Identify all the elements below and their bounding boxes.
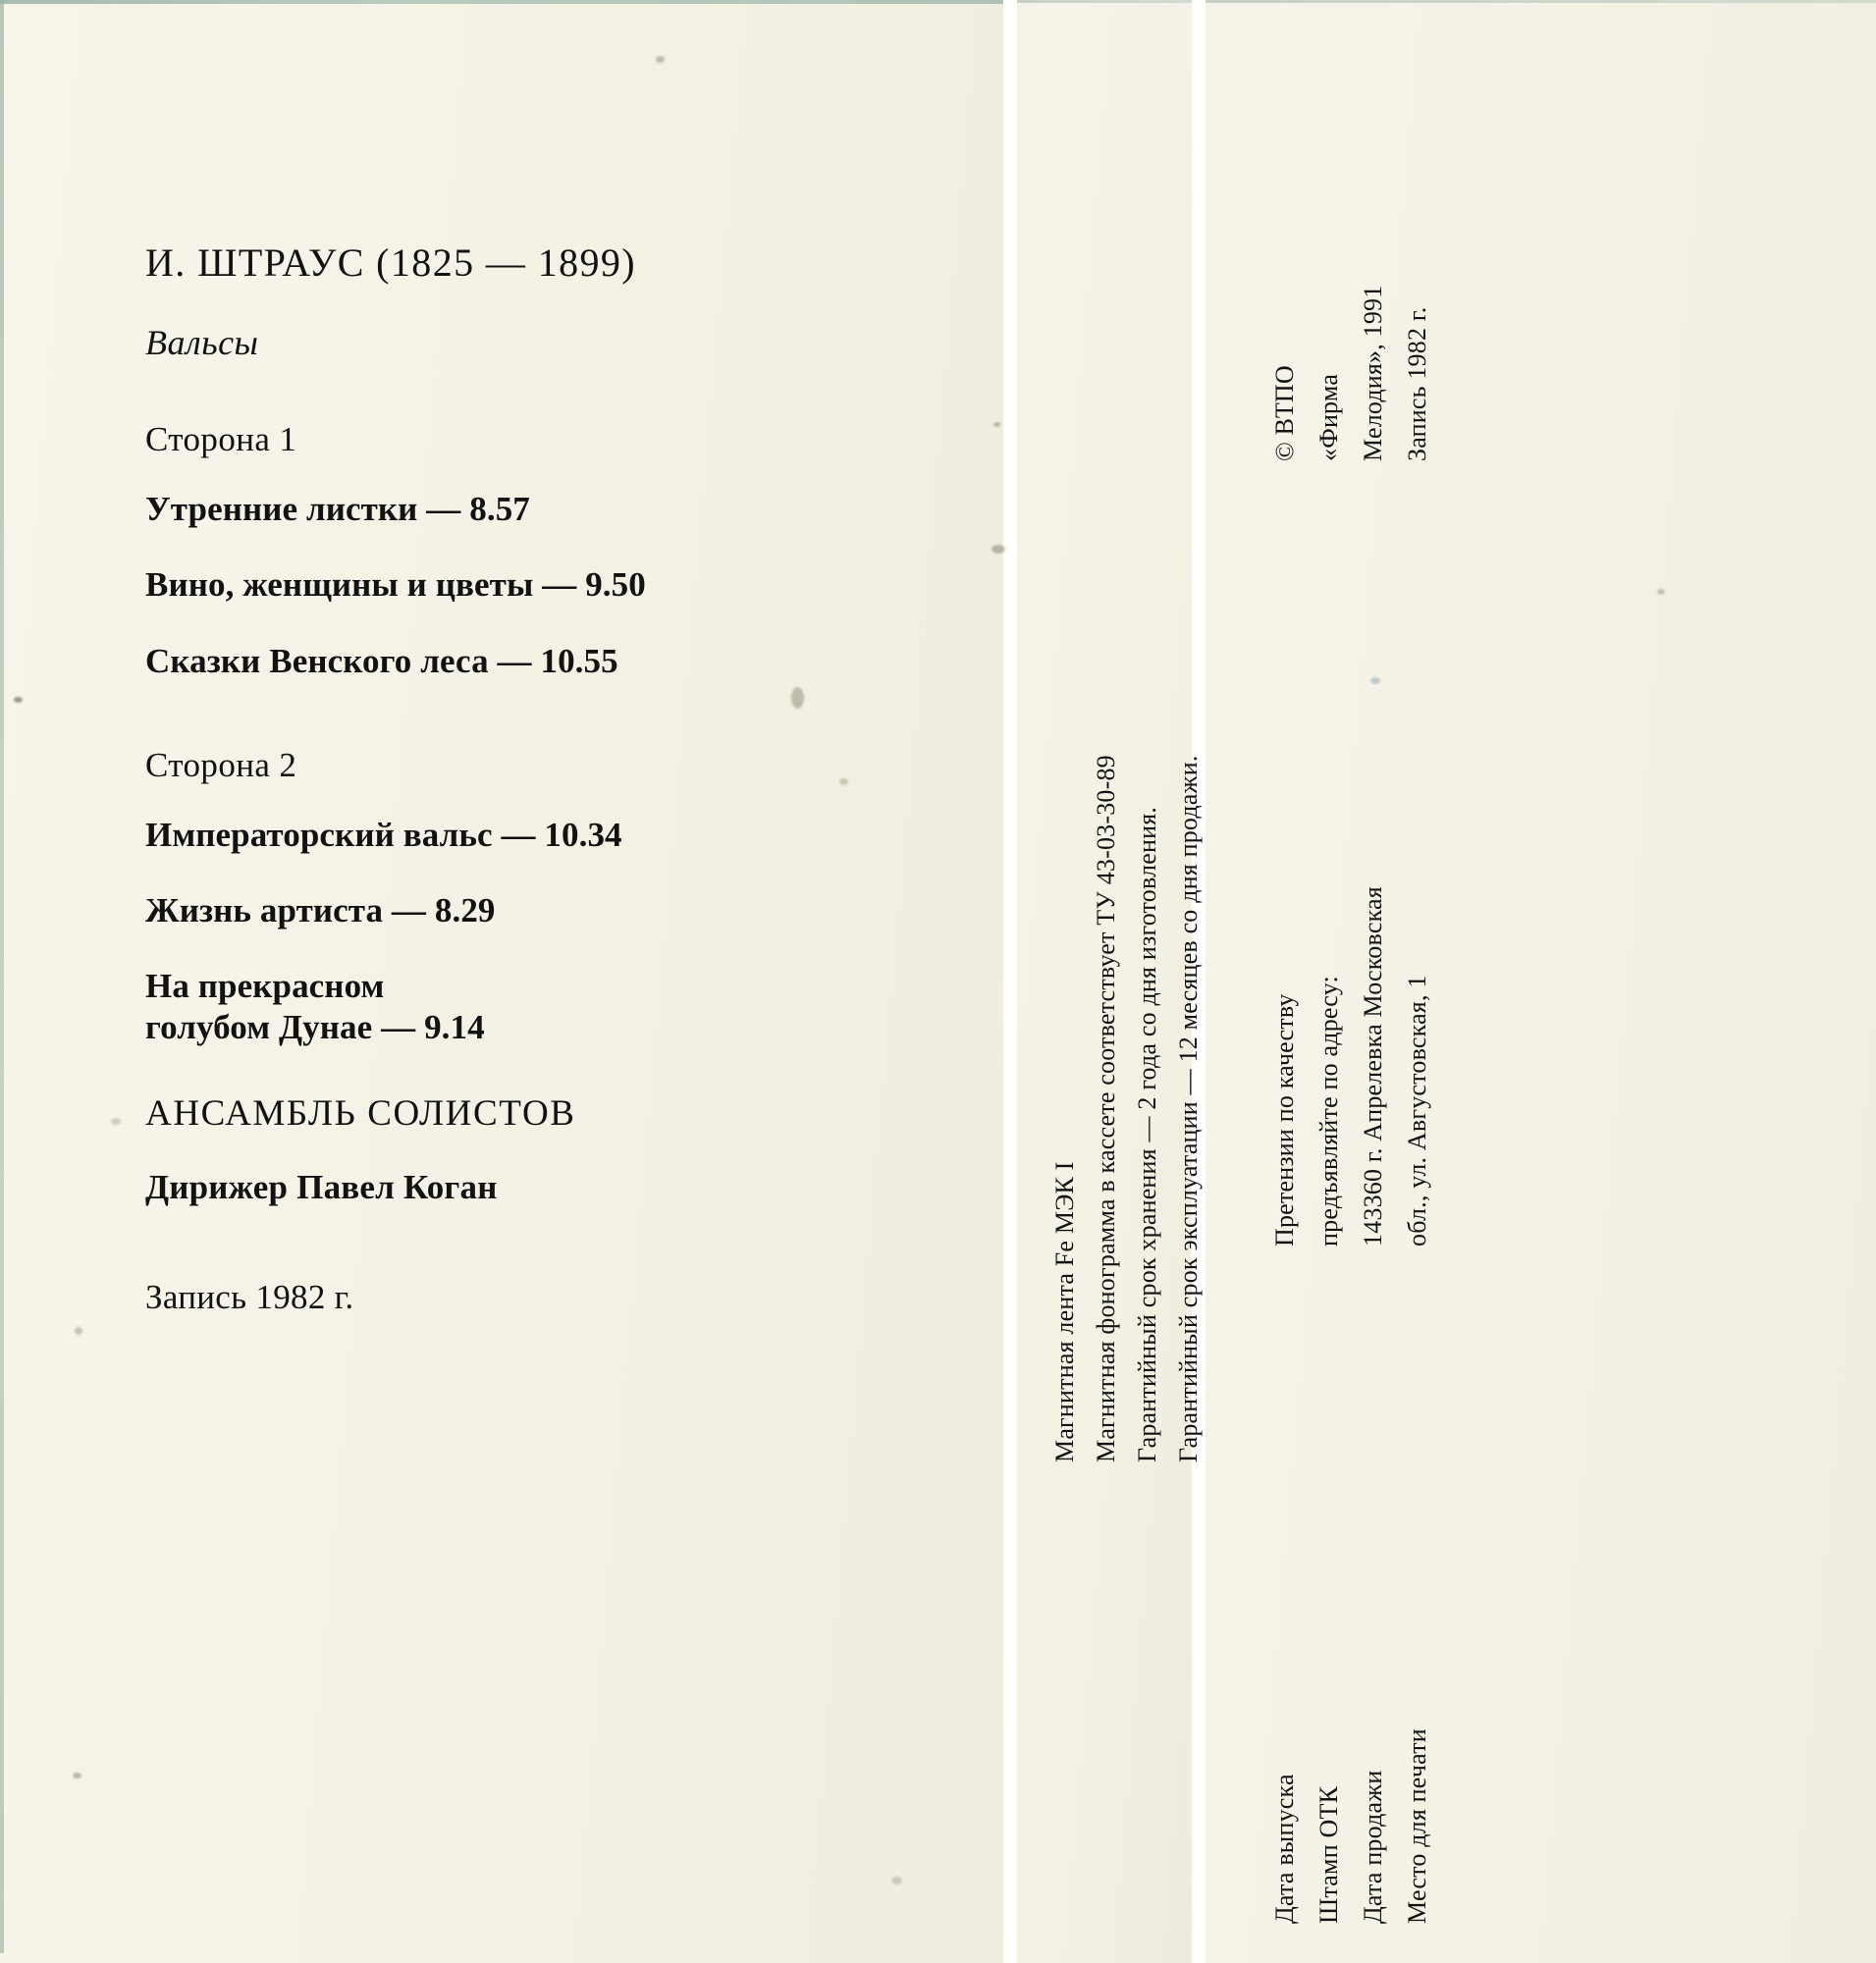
spec-panel xyxy=(1017,0,1203,1963)
genre-subtitle: Вальсы xyxy=(145,323,259,362)
claims-line-street: обл., ул. Августовская, 1 xyxy=(1403,975,1431,1247)
paper-smudge xyxy=(73,1773,81,1778)
paper-smudge xyxy=(993,422,1000,427)
side-2-label: Сторона 2 xyxy=(145,745,297,784)
paper-smudge xyxy=(791,687,804,709)
track-title-line-2: голубом Дунае — 9.14 xyxy=(145,1007,485,1046)
panel-cut-gap xyxy=(1003,0,1017,1963)
paper-smudge xyxy=(1370,677,1380,684)
track-item: Утренние листки — 8.57 xyxy=(145,490,530,528)
claims-line-submit-address: предъявляйте по адресу: xyxy=(1314,976,1343,1247)
copyright-line-firma: «Фирма xyxy=(1314,373,1343,461)
recording-year: Запись 1982 г. xyxy=(145,1278,354,1317)
paper-smudge xyxy=(839,778,848,785)
paper-smudge xyxy=(75,1327,82,1335)
paper-smudge xyxy=(656,56,665,63)
side-1-label: Сторона 1 xyxy=(145,420,297,458)
track-title-line-1: На прекрасном xyxy=(145,967,385,1006)
conductor-name: Дирижер Павел Коган xyxy=(145,1168,498,1207)
track-item: Сказки Венского леса — 10.55 xyxy=(145,641,618,680)
track-item: Жизнь артиста — 8.29 xyxy=(145,891,496,930)
paper-smudge xyxy=(1657,589,1665,595)
claims-line-quality: Претензии по качеству xyxy=(1270,993,1299,1247)
claims-line-city: 143360 г. Апрелевка Московская xyxy=(1359,886,1387,1247)
ensemble-name: АНСАМБЛЬ СОЛИСТОВ xyxy=(145,1093,576,1135)
track-item xyxy=(145,966,960,1047)
spec-line-phonogram-standard: Магнитная фонограмма в кассете соответствует ТУ 43-03-30-89 xyxy=(1092,755,1120,1462)
spec-line-tape-type: Магнитная лента Fe МЭК I xyxy=(1050,1161,1079,1462)
paper-smudge xyxy=(111,1118,121,1125)
print-border-top-right xyxy=(1206,0,1876,3)
print-border-left xyxy=(0,0,4,1953)
copyright-line-melodiya-year: Мелодия», 1991 xyxy=(1359,285,1387,461)
print-border-top xyxy=(0,0,1003,4)
legal-panel xyxy=(1206,0,1876,1963)
track-item: Вино, женщины и цветы — 9.50 xyxy=(145,565,646,605)
stamp-field-seal-place: Место для печати xyxy=(1403,1728,1431,1924)
paper-smudge xyxy=(891,1877,902,1884)
section-spacer xyxy=(145,716,960,746)
paper-smudge xyxy=(992,545,1005,554)
print-border-top-mid xyxy=(1017,0,1192,3)
spec-line-storage-warranty: Гарантийный срок хранения — 2 года со дня изготовления. xyxy=(1133,806,1161,1462)
stamp-field-otk-stamp: Штамп ОТК xyxy=(1314,1785,1343,1924)
spec-line-usage-warranty: Гарантийный срок эксплуатации — 12 месяцев со дня продажи. xyxy=(1174,755,1203,1462)
stamp-field-release-date: Дата выпуска xyxy=(1270,1774,1299,1924)
composer-heading: И. ШТРАУС (1825 — 1899) xyxy=(145,240,637,285)
main-panel-text xyxy=(145,240,960,1317)
copyright-line-recording-year: Запись 1982 г. xyxy=(1403,306,1431,461)
stamp-field-sale-date: Дата продажи xyxy=(1359,1770,1387,1924)
track-item: Императорский вальс — 10.34 xyxy=(145,815,622,854)
paper-smudge xyxy=(14,697,23,703)
copyright-line-vtpo: © ВТПО xyxy=(1270,365,1299,461)
